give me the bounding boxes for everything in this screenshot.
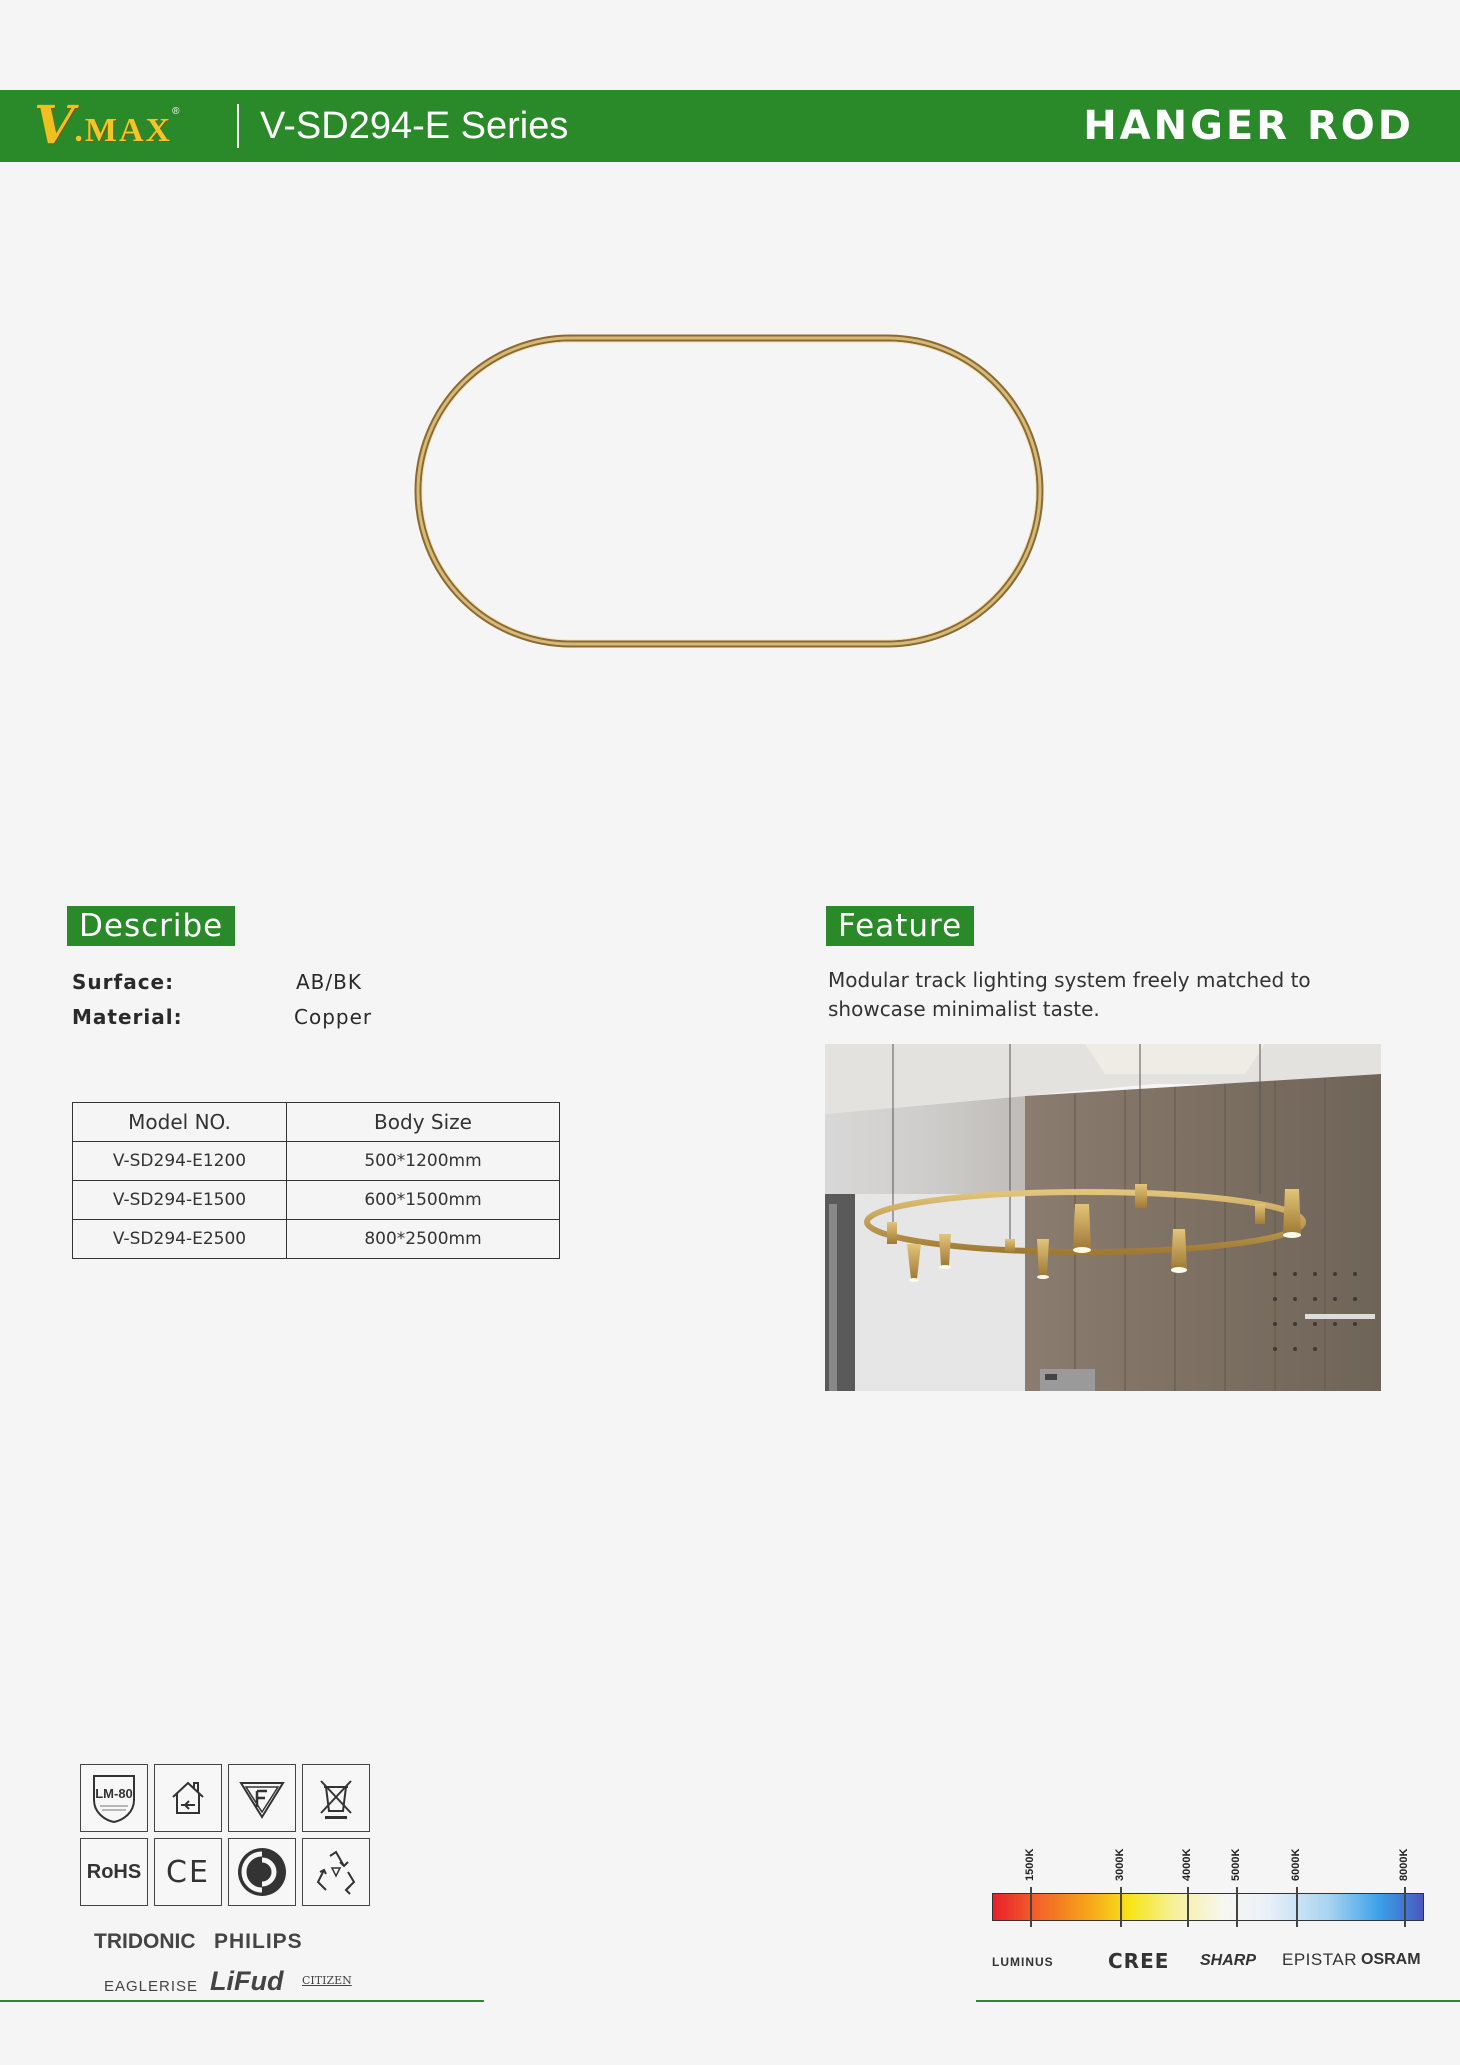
rohs-text: RoHS	[86, 1860, 142, 1883]
certification-icons	[80, 1764, 372, 1904]
ct-label-1500k: 1500K	[1024, 1848, 1036, 1881]
green-dot-icon	[228, 1838, 296, 1906]
ct-tick	[1187, 1887, 1189, 1927]
eaglerise-logo: EAGLERISE	[104, 1978, 199, 1995]
weee-bin-icon	[302, 1764, 370, 1832]
led-chip-brands	[992, 1951, 1422, 1975]
category-title: HANGER ROD	[1083, 103, 1414, 149]
ct-tick	[1030, 1887, 1032, 1927]
indoor-use-icon	[154, 1764, 222, 1832]
osram-logo: OSRAM	[1361, 1951, 1421, 1968]
citizen-logo: CITIZEN	[302, 1974, 352, 1987]
body-size-cell: 600*1500mm	[287, 1181, 560, 1220]
ct-tick	[1120, 1887, 1122, 1927]
model-no-header: Model NO.	[73, 1103, 287, 1142]
ct-label-6000k: 6000K	[1290, 1848, 1302, 1881]
ct-label-4000k: 4000K	[1181, 1848, 1193, 1881]
model-no-cell: V-SD294-E2500	[73, 1220, 287, 1259]
body-size-cell: 500*1200mm	[287, 1142, 560, 1181]
ct-label-5000k: 5000K	[1230, 1848, 1242, 1881]
material-value: Copper	[294, 1005, 373, 1029]
cree-logo: CREE	[1108, 1949, 1170, 1973]
body-size-header: Body Size	[287, 1103, 560, 1142]
ce-icon	[154, 1838, 222, 1906]
feature-heading: Feature	[826, 906, 974, 946]
body-size-cell: 800*2500mm	[287, 1220, 560, 1259]
footer-line-left	[0, 2000, 484, 2002]
sharp-logo: SHARP	[1200, 1952, 1257, 1969]
ct-tick	[1404, 1887, 1406, 1927]
table-row	[73, 1220, 560, 1259]
model-table	[72, 1102, 560, 1259]
surface-value: AB/BK	[296, 970, 362, 994]
table-row	[73, 1181, 560, 1220]
installation-photo	[825, 1044, 1381, 1391]
tridonic-logo: TRIDONIC	[94, 1930, 196, 1953]
describe-heading: Describe	[67, 906, 235, 946]
rohs-icon	[80, 1838, 148, 1906]
f-mark-icon	[228, 1764, 296, 1832]
lm80-text: LM-80	[95, 1786, 133, 1801]
header-divider	[237, 104, 239, 148]
lifud-logo: LiFud	[210, 1966, 284, 1996]
lm80-icon	[80, 1764, 148, 1832]
logo-v: V	[34, 95, 75, 156]
epistar-logo: EPISTAR	[1282, 1950, 1357, 1969]
color-temperature-bar	[992, 1893, 1424, 1921]
ct-label-3000k: 3000K	[1114, 1848, 1126, 1881]
logo-registered: ®	[172, 106, 180, 117]
model-no-cell: V-SD294-E1200	[73, 1142, 287, 1181]
footer-line-right	[976, 2000, 1460, 2002]
table-header-row	[73, 1103, 560, 1142]
color-temperature-scale	[990, 1835, 1424, 1925]
ct-tick	[1236, 1887, 1238, 1927]
material-label: Material:	[72, 1005, 183, 1029]
ct-tick	[1296, 1887, 1298, 1927]
table-row	[73, 1142, 560, 1181]
ct-label-8000k: 8000K	[1398, 1848, 1410, 1881]
recycle-icon	[302, 1838, 370, 1906]
surface-label: Surface:	[72, 970, 175, 994]
header-bar	[0, 90, 1460, 162]
series-title: V-SD294-E Series	[260, 105, 569, 147]
luminus-logo: LUMINUS	[992, 1955, 1054, 1969]
hanger-rod-image	[410, 330, 1050, 660]
feature-description: Modular track lighting system freely matched to showcase minimalist taste.	[828, 968, 1311, 1021]
ce-text: CE	[166, 1854, 210, 1890]
logo-max: .MAX	[74, 112, 173, 149]
vmax-logo	[34, 95, 224, 156]
philips-logo: PHILIPS	[214, 1930, 303, 1953]
model-no-cell: V-SD294-E1500	[73, 1181, 287, 1220]
